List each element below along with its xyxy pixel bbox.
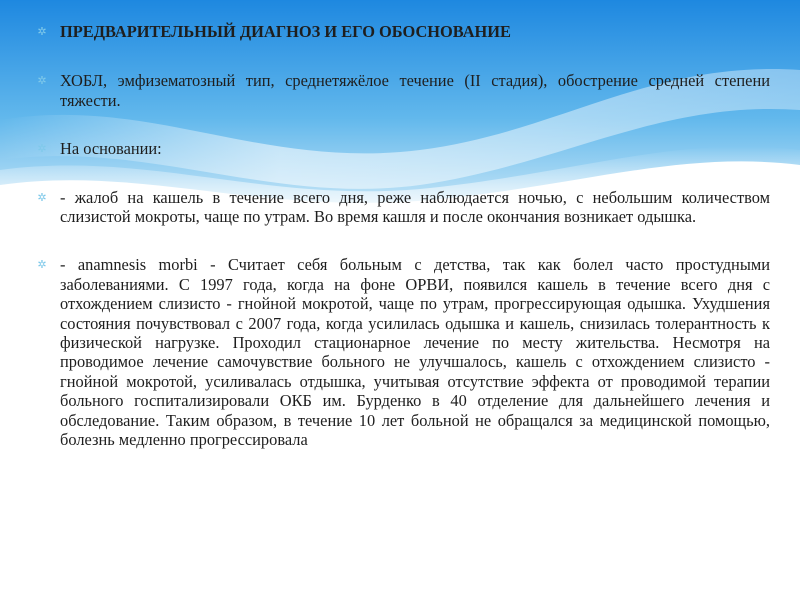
bullet-item-basis — [36, 139, 770, 158]
bullet-item-complaints — [36, 188, 770, 227]
star-bullet-icon: ✲ — [37, 74, 47, 88]
star-bullet-icon: ✲ — [37, 190, 47, 204]
star-bullet-icon: ✲ — [37, 142, 47, 156]
basis-intro-text: На основании: — [60, 139, 162, 159]
diagnosis-text: ХОБЛ, эмфизематозный тип, среднетяжёлое течение (II стадия), обострение средней степени тяжести. — [60, 71, 770, 110]
bullet-item-anamnesis — [36, 255, 770, 449]
star-bullet-icon: ✲ — [37, 258, 47, 272]
bullet-item-heading — [36, 22, 770, 41]
bullet-item-diagnosis — [36, 71, 770, 110]
complaints-text: - жалоб на кашель в течение всего дня, реже наблюдается ночью, с небольшим количеством слизистой мокроты, чаще по утрам. Во время кашля и после окончания возникает одышка. — [60, 187, 770, 227]
slide-heading: ПРЕДВАРИТЕЛЬНЫЙ ДИАГНОЗ И ЕГО ОБОСНОВАНИЕ — [60, 22, 511, 41]
anamnesis-text: - anamnesis morbi - Считает себя больным с детства, так как болел часто простудными заболеваниями. С 1997 года, когда на фоне ОРВИ, появился кашель в течение всего дня с отхождением слизисто - гнойной мокротой, чаще по утрам, прогрессирующая одышка. Ухудшения состояния почувствовал с 2007 года, когда усилилась одышка и кашель, снизилась толерантность к физической нагрузке. Проходил стационарное лечение по месту жительства. Несмотря на проводимое лечение самочувствие больного не улучшалось, кашель с отхождением слизисто - гнойной мокротой, усиливалась отдышка, учитывая отсутствие эффекта от проводимой терапии больного госпитализировали ОКБ им. Бурденко в 40 отделение для дальнейшего лечения и обследование. Таким образом, в течение 10 лет больной не обращался за медицинской помощью, болезнь медленно прогрессировала — [60, 255, 770, 450]
star-bullet-icon: ✲ — [37, 25, 47, 38]
slide-content — [36, 22, 770, 479]
